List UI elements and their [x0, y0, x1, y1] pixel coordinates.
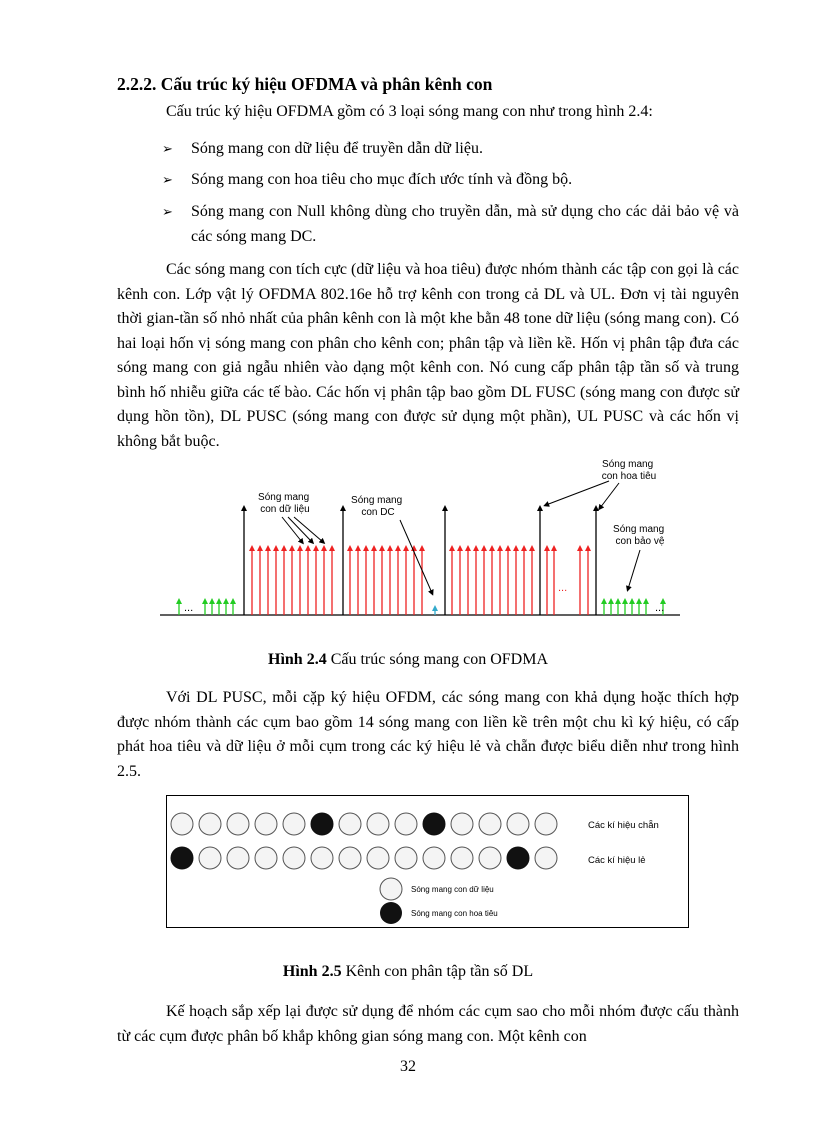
data-subcarrier: [465, 545, 471, 615]
figure-ofdma-subcarriers: [160, 458, 680, 628]
data-subcarrier: [355, 545, 361, 615]
figure-caption-2-5: Hình 2.5 Kênh con phân tập tần số DL: [282, 963, 534, 980]
legend-pilot-label: Sóng mang con hoa tiêu: [411, 909, 498, 918]
body-paragraph-3: Kế hoạch sắp xếp lại được sử dụng để nhóm các cụm sao cho mỗi nhóm được cấu thành từ các cụm được phân bố khắp không gian sóng mang con. Một kênh con: [117, 1003, 739, 1045]
guard-subcarrier: [615, 598, 621, 615]
data-subcarrier: [305, 545, 311, 615]
pilot-subcarrier-circle: [423, 813, 445, 835]
guard-subcarrier: [223, 598, 229, 615]
pilot-subcarrier: [241, 505, 247, 615]
data-subcarrier: [249, 545, 255, 615]
arrow-bullet-icon: ➢: [162, 172, 173, 187]
dc-subcarrier: [432, 605, 438, 615]
data-subcarrier: [347, 545, 353, 615]
data-subcarrier-circle: [311, 847, 333, 869]
section-heading: 2.2.2. Cấu trúc ký hiệu OFDMA và phân kênh con: [117, 74, 493, 94]
body-paragraph-1: Các sóng mang con tích cực (dữ liệu và hoa tiêu) được nhóm thành các tập con gọi là các kênh con. Lớp vật lý OFDMA 802.16e hỗ trợ kênh con trong cả DL và UL. Đơn vị tài nguyên thời gian-tần số nhỏ nhất của phân kênh con là một khe bằn 48 tone dữ liệu (sóng mang con). Có hai loại hốn vị sóng mang con phân cho kênh con; phân tập và liền kề. Hốn vị phân tập đưa các sóng mang con giả ngẫu nhiên vào dạng một kênh con. Nó cung cấp phân tập tần số và trung bình hố nhiễu giữa các tế bào. Các hốn vị phân tập bao gồm DL FUSC (sóng mang con được sử dụng hồn tồn), DL PUSC (sóng mang con được sử dụng một phần), UL PUSC và các hốn vị không bắt buộc.: [117, 261, 739, 450]
data-subcarrier-circle: [535, 847, 557, 869]
data-subcarrier: [577, 545, 583, 615]
guard-subcarrier: [629, 598, 635, 615]
arrow-bullet-icon: ➢: [162, 141, 173, 156]
pilot-subcarrier: [593, 505, 599, 615]
intro-text: Cấu trúc ký hiệu OFDMA gồm có 3 loại sóng mang con như trong hình 2.4:: [166, 103, 653, 120]
data-subcarrier: [313, 545, 319, 615]
guard-subcarrier: [209, 598, 215, 615]
data-subcarrier-circle: [479, 813, 501, 835]
pilot-subcarrier-circle: [171, 847, 193, 869]
data-subcarrier: [265, 545, 271, 615]
data-subcarrier: [395, 545, 401, 615]
data-subcarrier-circle: [255, 847, 277, 869]
bullet-item: ➢ Sóng mang con dữ liệu để truyền dẫn dữ liệu.: [162, 137, 739, 162]
data-subcarrier: [387, 545, 393, 615]
label-data-subcarrier: Sóng mang con dữ liệu: [258, 492, 310, 515]
legend-data-label: Sóng mang con dữ liệu: [411, 885, 494, 894]
pilot-subcarrier: [442, 505, 448, 615]
data-subcarrier: [449, 545, 455, 615]
data-subcarrier-circle: [423, 847, 445, 869]
data-subcarrier: [544, 545, 550, 615]
guard-subcarrier: [622, 598, 628, 615]
data-subcarrier-circle: [395, 847, 417, 869]
data-subcarrier: [513, 545, 519, 615]
data-subcarrier: [505, 545, 511, 615]
data-subcarrier-circle: [451, 847, 473, 869]
ellipsis-left: ...: [184, 602, 194, 614]
data-subcarrier: [585, 545, 591, 615]
ellipsis-middle: ...: [558, 582, 568, 594]
data-subcarrier: [497, 545, 503, 615]
data-subcarrier-circle: [339, 847, 361, 869]
data-subcarrier-circle: [339, 813, 361, 835]
data-subcarrier-circle: [199, 813, 221, 835]
data-subcarrier: [273, 545, 279, 615]
data-subcarrier-circle: [395, 813, 417, 835]
data-subcarrier-circle: [227, 847, 249, 869]
pilot-subcarrier: [340, 505, 346, 615]
data-subcarrier-circle: [367, 847, 389, 869]
ellipsis-right: ...: [655, 602, 665, 614]
guard-subcarrier: [601, 598, 607, 615]
label-pilot-subcarrier: Sóng mang con hoa tiêu: [601, 459, 657, 482]
guard-subcarrier: [202, 598, 208, 615]
guard-subcarrier: [643, 598, 649, 615]
data-subcarrier: [403, 545, 409, 615]
data-subcarrier: [321, 545, 327, 615]
guard-subcarrier: [230, 598, 236, 615]
label-odd-symbols: Các kí hiệu lẻ: [588, 855, 646, 866]
data-subcarrier-circle: [507, 813, 529, 835]
arrow-bullet-icon: ➢: [162, 204, 173, 219]
data-subcarrier: [457, 545, 463, 615]
data-subcarrier: [521, 545, 527, 615]
data-subcarrier-circle: [199, 847, 221, 869]
data-subcarrier: [281, 545, 287, 615]
data-subcarrier: [481, 545, 487, 615]
label-even-symbols: Các kí hiệu chẵn: [588, 820, 659, 831]
legend-data-circle: [380, 878, 402, 900]
page-number: 32: [400, 1058, 416, 1075]
data-subcarrier: [489, 545, 495, 615]
pilot-subcarrier-circle: [507, 847, 529, 869]
data-subcarrier-circle: [367, 813, 389, 835]
data-subcarrier-circle: [535, 813, 557, 835]
bullet-item: ➢ Sóng mang con Null không dùng cho truyền dẫn, mà sử dụng cho các dải bảo vệ và các sóng mang DC.: [162, 200, 739, 249]
legend-pilot-circle: [380, 902, 402, 924]
label-guard-subcarrier: Sóng mang con bảo vệ: [613, 524, 665, 547]
data-subcarrier: [419, 545, 425, 615]
data-subcarrier: [551, 545, 557, 615]
guard-subcarrier: [636, 598, 642, 615]
data-subcarrier: [329, 545, 335, 615]
body-paragraph-2: Với DL PUSC, mỗi cặp ký hiệu OFDM, các sóng mang con khả dụng hoặc thích hợp được nhóm thành các cụm bao gồm 14 sóng mang con liền kề trên một chu kì ký hiệu, có cấp phát hoa tiêu và dữ liệu ở mỗi cụm trong các ký hiệu lẻ và chẵn được biểu diễn như trong hình 2.5.: [117, 689, 739, 780]
figure-caption-2-4: Hình 2.4 Cấu trúc sóng mang con OFDMA: [268, 651, 548, 668]
data-subcarrier-circle: [283, 847, 305, 869]
guard-subcarrier: [176, 598, 182, 615]
figure-pusc-cluster: [166, 795, 690, 929]
guard-subcarrier: [608, 598, 614, 615]
data-subcarrier: [297, 545, 303, 615]
data-subcarrier: [363, 545, 369, 615]
pilot-subcarrier: [537, 505, 543, 615]
label-dc-subcarrier: Sóng mang con DC: [351, 495, 403, 518]
data-subcarrier-circle: [479, 847, 501, 869]
data-subcarrier-circle: [171, 813, 193, 835]
data-subcarrier-circle: [283, 813, 305, 835]
guard-subcarrier: [216, 598, 222, 615]
data-subcarrier-circle: [255, 813, 277, 835]
data-subcarrier-circle: [451, 813, 473, 835]
pilot-subcarrier-circle: [311, 813, 333, 835]
data-subcarrier: [257, 545, 263, 615]
data-subcarrier-circle: [227, 813, 249, 835]
data-subcarrier: [379, 545, 385, 615]
data-subcarrier: [529, 545, 535, 615]
data-subcarrier: [371, 545, 377, 615]
data-subcarrier: [289, 545, 295, 615]
subcarrier-group: [176, 505, 666, 615]
bullet-item: ➢ Sóng mang con hoa tiêu cho mục đích ước tính và đồng bộ.: [162, 168, 739, 193]
data-subcarrier: [473, 545, 479, 615]
